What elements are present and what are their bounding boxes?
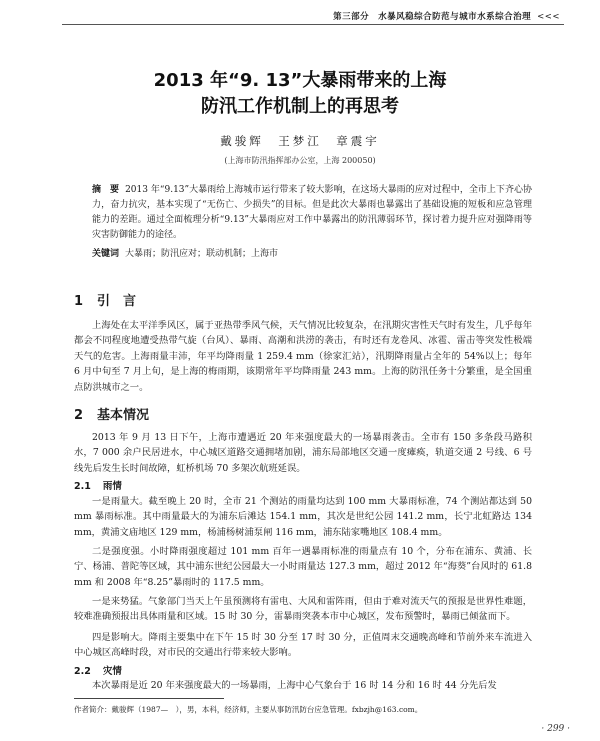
keywords-label: 关键词 [92,249,120,259]
page-number: · 299 · [541,724,570,734]
subsection-number: 2.1 [74,481,91,492]
abstract-label: 摘 要 [92,185,120,195]
paper-title [0,68,600,120]
footnote-author-bio: 作者简介：戴骏辉（1987— ），男，本科，经济师，主要从事防汛防台应急管理。fxbzjh@163.com。 [74,705,423,714]
paragraph-intro: 上海处在太平洋季风区，属于亚热带季风气候，天气情况比较复杂，在汛期灾害性天气时有发生，几乎每年都会不同程度地遭受热带气旋（台风）、暴雨、高潮和洪涝的袭击，有时还有龙卷风、冰雹、雷击等突发性极端天气的危害。上海雨量丰沛，年平均降雨量 1 259.4 mm（徐家汇站），汛期降雨量占全年的 54%以上；每年 6 月中旬至 7 月上旬，是上海的梅雨期，该期常年平均降雨量 243 mm。上海的防汛任务十分繁重，是全国重点防洪城市之一。 [74,320,532,393]
footnote-divider [74,698,224,699]
paragraph-rain-impact: 四是影响大。降雨主要集中在下午 15 时 30 分至 17 时 30 分，正值周末交通晚高峰和节前外来车流进入中心城区高峰时段，对市民的交通出行带来较大影响。 [74,632,532,659]
abstract-text: 2013 年“9.13”大暴雨给上海城市运行带来了较大影响，在这场大暴雨的应对过程中，全市上下齐心协力，奋力抗灾，基本实现了“无伤亡、少损失”的目标。但是此次大暴雨也暴露出了基础设施的短板和应急管理能力的差距。通过全面梳理分析“9.13”大暴雨应对工作中暴露出的防汛薄弱环节，探讨着力提升应对强降雨等灾害防御能力的途径。 [92,185,532,240]
subsection-number: 2.2 [74,666,91,677]
section-heading-1 [74,290,136,309]
title-line-1: 2013 年“9. 13”大暴雨带来的上海 [153,70,447,91]
header-divider [62,24,564,25]
subsection-title: 雨情 [102,481,122,492]
authors: 戴骏辉 王梦江 章震宇 [220,134,380,148]
affiliation: (上海市防汛指挥部办公室，上海 200050) [224,156,376,165]
running-head [333,10,560,22]
chevron-icon: <<< [537,12,560,22]
subsection-title: 灾情 [102,666,122,677]
keywords-text: 大暴雨；防汛应对；联动机制；上海市 [125,249,279,259]
paragraph-rain-onset: 一是来势猛。气象部门当天上午虽预测将有雷电、大风和雷阵雨，但由于难对流天气的预报是世界性难题，较难准确预报出具体雨量和区域。15 时 30 分，雷暴雨突袭本市中心城区，发布预警时，暴雨已倾盆而下。 [74,596,532,623]
paragraph-disaster: 本次暴雨是近 20 年来强度最大的一场暴雨，上海中心气象台于 16 时 14 分和 16 时 44 分先后发 [92,680,497,691]
section-number: 2 [74,408,84,423]
abstract [92,183,532,243]
section-heading-2 [74,404,149,423]
section-title: 基本情况 [97,408,150,423]
paragraph-rain-amount: 一是雨量大。截至晚上 20 时，全市 21 个测站的雨量均达到 100 mm 大暴雨标准，74 个测站都达到 50 mm 暴雨标准。其中雨量最大的为浦东后滩达 154.1 mm，其次是世纪公园 141.2 mm，长宁北虹路达 134 mm，黄浦文庙地区 129 mm，杨浦杨树浦泵闸 116 mm，浦东陆家嘴地区 108.4 mm。 [74,496,532,538]
subsection-heading-2-2 [74,663,122,677]
section-title: 引 言 [97,294,137,309]
running-head-text: 第三部分 水暴风稳综合防范与城市水系综合治理 [333,12,532,22]
subsection-heading-2-1 [74,478,122,492]
section-number: 1 [74,294,84,309]
paragraph-rain-intensity: 二是强度强。小时降雨强度超过 101 mm 百年一遇暴雨标准的雨量点有 10 个，分布在浦东、黄浦、长宁、杨浦、普陀等区域，其中浦东世纪公园最大一小时雨量达 127.3 mm，超过 2012 年“海葵”台风时的 61.8 mm 和 2008 年“8.25”暴雨时的 117.5 mm。 [74,546,532,588]
paragraph-basic-info: 2013 年 9 月 13 日下午，上海市遭遇近 20 年来强度最大的一场暴雨袭击。全市有 150 多条段马路积水，7 000 余户民居进水，中心城区道路交通拥堵加剧，浦东局部地区交通一度瘫痪，轨道交通 2 号线、6 号线先后发生长时间故障，虹桥机场 70 多架次航班延误。 [74,432,532,474]
title-line-2: 防汛工作机制上的再思考 [201,96,399,117]
keywords [92,247,532,262]
